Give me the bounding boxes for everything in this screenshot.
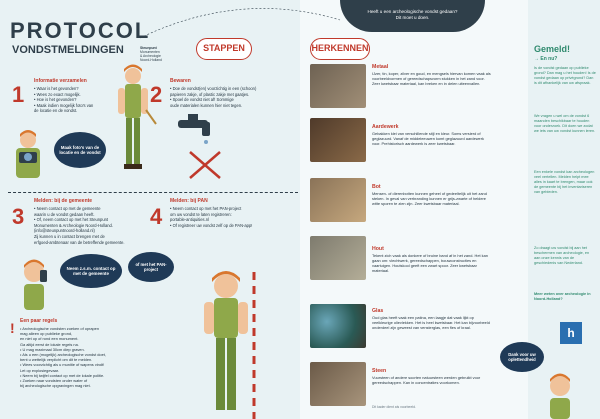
herkennen-text: Tekent zich vaak als donkere of bruine band af in het zand. Het kan gaan om: vlechtwerk, gereedschappen, bouwconstructies en vaartuigen. Houtskool geeft een zwart spoor. Zeer kwetsbaar materiaal.	[372, 253, 488, 273]
step-number: 1	[12, 82, 25, 107]
step-item: portable-antiquities.nl	[170, 217, 209, 223]
divider	[8, 192, 298, 193]
herkennen-heading: Bot	[372, 184, 381, 190]
herkennen-text: Gebakken klei van verschillende stijl en kleur. Soms versierd of geglazuurd. Vanaf de middeleeuwen komt geglazuurd aardewerk voor. Prehistorisch aardewerk is zeer kwetsbaar.	[372, 131, 484, 146]
hout-photo	[310, 236, 366, 280]
step-heading: Melden: bij de gemeente	[34, 198, 93, 204]
rule-item: • Archeologische vondsten zoeken of oprapen	[20, 326, 100, 331]
archeologist-pole-illustration	[190, 262, 270, 419]
step-item: Zij kunnen u in contact brengen met de	[34, 233, 105, 239]
logo-line: Steunpunt	[140, 46, 157, 50]
gemeld-paragraph: Een enkele vondst kan archeologen veel vertellen. Melden helpt mee alles in kaart te brengen, maar ook de gemeente bij het inventariseren van gebieden.	[534, 170, 595, 194]
step-heading: Melden: bij PAN	[170, 198, 208, 204]
gemeld-paragraph: We vragen u wel om de vondst 6 maanden beschikbaar te houden voor onderzoek. Dit doen we zodat we iets van uw vondst kunnen leren.	[534, 114, 596, 133]
rule-item: • U mag maximaal 30cm diep graven.	[20, 346, 85, 352]
step-item: • Wees zo exact mogelijk.	[34, 91, 81, 97]
step-number: 2	[150, 82, 163, 107]
step-item: erfgoed-ambtenaar van de betreffende gemeente.	[34, 239, 125, 245]
archeologist-illustration	[108, 60, 158, 178]
rule-item: Ga altijd eerst de lokale regels na.	[20, 341, 79, 347]
step-item: • Doe de vondst(en) voorzichtig in een (schoon)	[170, 86, 257, 91]
decorative-arc	[130, 0, 350, 40]
rules-heading: Een paar regels	[20, 318, 58, 324]
herkennen-pill: HERKENNEN	[310, 38, 370, 60]
top-banner	[340, 0, 485, 32]
rule-item: • Wees voorzichtig als u munitie of wapens vindt!	[20, 362, 105, 368]
waving-person-illustration	[540, 372, 580, 419]
tap-icon	[172, 112, 228, 182]
step-item: Monumenten & Archeologie Noord-Holland.	[34, 222, 113, 228]
step-item: • Of, neem contact op met het Steunpunt	[34, 217, 109, 223]
logo-line: Monumenten	[140, 50, 160, 54]
page-title: PROTOCOL	[10, 18, 151, 43]
logo-line: & Archeologie	[140, 54, 161, 58]
herkennen-text: Oud glas heeft vaak een patina, een laagje dat vaak lijkt op veelkleurige olievlekken. Het is heel kwetsbaar. Het kan bijvoorbeeld onderdeel zijn geweest van vensterglas, een fles of kraal.	[372, 315, 490, 330]
bot-photo	[310, 178, 366, 222]
step-item: (info@steunpuntnoord-holland.nl)	[34, 228, 95, 234]
step-number: 4	[150, 204, 163, 229]
stappen-pill: STAPPEN	[196, 38, 252, 60]
brand-logo-icon: h	[560, 322, 582, 344]
step-item: • Neem contact op met het PAN-project	[170, 206, 242, 211]
photo-bubble: Maak foto's van de locatie en de vondst	[54, 132, 106, 168]
logo-line: Noord-Holland	[140, 58, 162, 62]
herkennen-heading: Steen	[372, 368, 387, 374]
banner-line2: Dit moet u doen.	[395, 15, 430, 20]
gemeld-paragraph: Zo draagt uw vondst bij aan het beschermen van archeologie, en aan onze kennis van de geschiedenis van Nederland.	[534, 246, 590, 265]
steen-photo	[310, 362, 366, 406]
rule-item: bij archeologische opgravingen mag niet.	[20, 383, 91, 389]
phone-illustration	[14, 258, 54, 312]
step-heading: Informatie verzamelen	[34, 78, 87, 84]
step-item: • Of registreer uw vondst zelf op de PAN-app!	[170, 222, 253, 228]
glas-photo	[310, 304, 366, 348]
step-heading: Bewaren	[170, 78, 191, 84]
rule-item: en niet op of rond een monument.	[20, 336, 79, 342]
warning-icon: !	[10, 320, 15, 336]
rule-item: Let op explosiegevaar.	[20, 367, 59, 373]
step-item: • Neem contact op met de gemeente	[34, 206, 101, 211]
rule-item: bent u wettelijk verplicht om dit te melden.	[20, 357, 93, 363]
step-number: 3	[12, 204, 25, 229]
step-item: • Waar is het gevonden?	[34, 86, 79, 91]
metaal-photo	[310, 64, 366, 108]
rule-item: • Zoeken naar vondsten onder water of	[20, 378, 88, 384]
herkennen-text: Vuursteen of andere soorten natuursteen werden gebruikt voor gereedschappen. Kan in concentraties voorkomen.	[372, 375, 481, 385]
gemeld-paragraph: Is de vondst gedaan op publieke grond? Dan mag u het houden! Is de vondst gedaan op privégrond? Dan is dit afhankelijk van uw afspraak.	[534, 66, 596, 85]
step-item: • Hoe is het gevonden?	[34, 97, 77, 103]
pan-bubble: of met het PAN-project	[128, 252, 174, 282]
footnote: Dit kader dient als voorbeeld.	[372, 405, 416, 409]
herkennen-heading: Glas	[372, 308, 384, 314]
herkennen-heading: Aardewerk	[372, 124, 399, 130]
camera-illustration	[8, 128, 48, 182]
step-item: oude materialen kunnen hier niet tegen.	[170, 102, 243, 108]
rule-item: • Als u een (mogelijk) archeologische vondst doet,	[20, 352, 106, 358]
gemeente-bubble: Neem z.s.m. contact op met de gemeente	[60, 254, 122, 288]
rules-text	[20, 326, 130, 388]
banner-line1: Heeft u een archeologische vondst gedaan?	[367, 9, 458, 14]
gemeld-heading: Gemeld!	[534, 44, 571, 54]
step-text	[170, 206, 295, 228]
step-item: • Maak indien mogelijk foto's van	[34, 102, 94, 108]
rule-item: mag alleen op publieke grond,	[20, 331, 73, 337]
step-item: waarin u de vondst gedaan heeft.	[34, 211, 95, 217]
rule-item: • Neem bij twijfel contact op met de lokale politie.	[20, 372, 105, 378]
step-item: papieren zakje, of plastic zakje met gaatjes.	[170, 91, 250, 97]
gemeld-subheading: → En nu?	[534, 56, 558, 62]
dank-bubble: Dank voor uw oplettendheid	[500, 342, 544, 372]
step-item: om uw vondst te laten registreren:	[170, 211, 232, 217]
herkennen-text: Mensen- of dierenbotten kunnen geheel of gedeeltelijk uit het zand steken. In geval van verbranding kunnen er grijs-zwarte of heldere witte sporen te zien zijn. Zeer kwetsbaar materiaal.	[372, 191, 487, 206]
step-text	[34, 206, 144, 245]
herkennen-heading: Hout	[372, 246, 384, 252]
gemeld-more[interactable]: Meer weten over archeologie in Noord-Holland?	[534, 292, 591, 301]
aardewerk-photo	[310, 118, 366, 162]
herkennen-text: IJzer, tin, koper, zilver en goud, en mengsels hiervan komen vaak als voorbeeldvormen of gereedschapsvorm stukken in het zand voor. Zeer kwetsbaar materiaal, kan breken en in delen uiteenvallen.	[372, 71, 491, 86]
step-item: de locatie en de vondst.	[34, 108, 78, 114]
page-subtitle: VONDSTMELDINGEN	[12, 44, 124, 56]
herkennen-heading: Metaal	[372, 64, 389, 70]
step-item: • Spoel de vondst niet af! Sommige	[170, 97, 234, 103]
step-text	[170, 86, 295, 108]
